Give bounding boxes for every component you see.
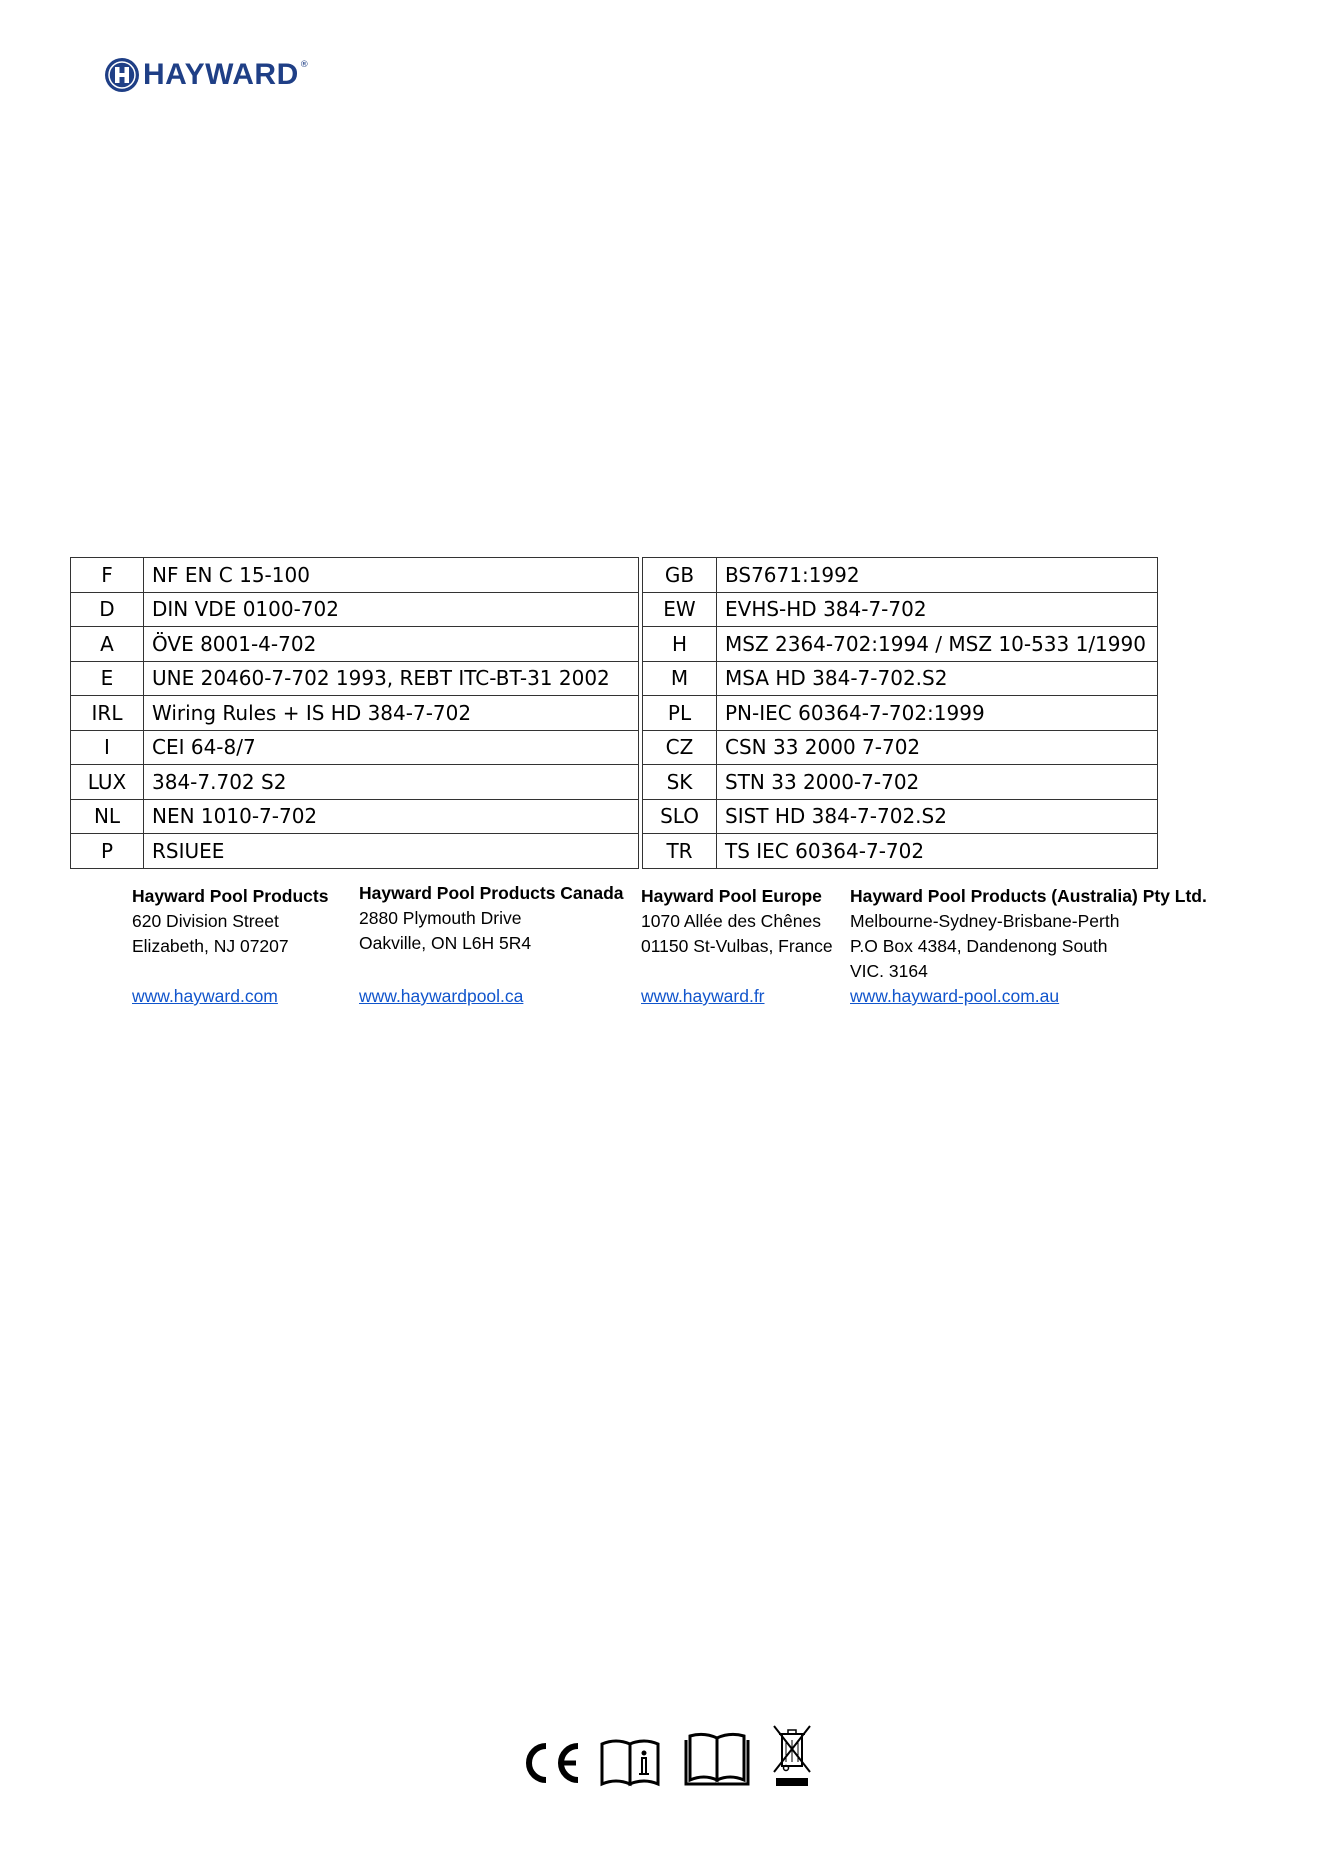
standard-cell: ÖVE 8001-4-702 (144, 627, 639, 662)
standard-cell: NEN 1010-7-702 (144, 799, 639, 834)
standard-cell: RSIUEE (144, 834, 639, 869)
ce-mark-icon (520, 1738, 584, 1788)
address-us (132, 884, 328, 1009)
address-line: Oakville, ON L6H 5R4 (359, 933, 532, 953)
address-name: Hayward Pool Products Canada (359, 883, 624, 903)
table-row (71, 799, 1158, 834)
standard-cell: CSN 33 2000 7-702 (717, 730, 1158, 765)
address-australia (850, 884, 1207, 1009)
country-code-cell: IRL (71, 696, 144, 731)
standard-cell: UNE 20460-7-702 1993, REBT ITC-BT-31 2002 (144, 661, 639, 696)
registered-mark: ® (299, 60, 309, 70)
standard-cell: SIST HD 384-7-702.S2 (717, 799, 1158, 834)
country-code-cell: PL (643, 696, 717, 731)
country-code-cell: D (71, 592, 144, 627)
address-line: Melbourne-Sydney-Brisbane-Perth (850, 911, 1120, 931)
country-code-cell: TR (643, 834, 717, 869)
country-code-cell: NL (71, 799, 144, 834)
table-row (71, 592, 1158, 627)
website-link[interactable]: www.haywardpool.ca (359, 986, 524, 1006)
electrical-standards-table (70, 557, 1158, 869)
table-row (71, 627, 1158, 662)
country-code-cell: LUX (71, 765, 144, 800)
address-name: Hayward Pool Products (Australia) Pty Ltd. (850, 886, 1207, 906)
country-code-cell: P (71, 834, 144, 869)
standard-cell: PN-IEC 60364-7-702:1999 (717, 696, 1158, 731)
country-code-cell: SLO (643, 799, 717, 834)
standard-cell: STN 33 2000-7-702 (717, 765, 1158, 800)
hayward-logo (105, 58, 309, 92)
standard-cell: BS7671:1992 (717, 558, 1158, 593)
country-code-cell: GB (643, 558, 717, 593)
address-line: 2880 Plymouth Drive (359, 908, 522, 928)
country-code-cell: H (643, 627, 717, 662)
open-book-icon (682, 1730, 752, 1788)
address-line: P.O Box 4384, Dandenong South (850, 936, 1108, 956)
standard-cell: DIN VDE 0100-702 (144, 592, 639, 627)
country-code-cell: SK (643, 765, 717, 800)
standard-cell: CEI 64-8/7 (144, 730, 639, 765)
country-code-cell: EW (643, 592, 717, 627)
website-link[interactable]: www.hayward.fr (641, 986, 765, 1006)
address-name: Hayward Pool Products (132, 886, 329, 906)
address-canada (359, 881, 624, 1009)
standard-cell: 384-7.702 S2 (144, 765, 639, 800)
addresses-section (0, 884, 1324, 1024)
standard-cell: TS IEC 60364-7-702 (717, 834, 1158, 869)
address-name: Hayward Pool Europe (641, 886, 822, 906)
address-line: 1070 Allée des Chênes (641, 911, 821, 931)
website-link[interactable]: www.hayward-pool.com.au (850, 986, 1060, 1006)
country-code-cell: E (71, 661, 144, 696)
hayward-h-icon (105, 58, 139, 92)
table-row (71, 834, 1158, 869)
standard-cell: NF EN C 15-100 (144, 558, 639, 593)
table-row (71, 661, 1158, 696)
brand-name: HAYWARD (143, 58, 299, 91)
standard-cell: MSA HD 384-7-702.S2 (717, 661, 1158, 696)
address-line: Elizabeth, NJ 07207 (132, 936, 289, 956)
address-europe (641, 884, 833, 1009)
standard-cell: MSZ 2364-702:1994 / MSZ 10-533 1/1990 (717, 627, 1158, 662)
country-code-cell: M (643, 661, 717, 696)
footer-certification-icons (520, 1728, 814, 1788)
table-row (71, 730, 1158, 765)
country-code-cell: A (71, 627, 144, 662)
address-line: 620 Division Street (132, 911, 279, 931)
address-line: VIC. 3164 (850, 961, 928, 981)
table-row (71, 696, 1158, 731)
table-row (71, 558, 1158, 593)
standard-cell: Wiring Rules + IS HD 384-7-702 (144, 696, 639, 731)
standard-cell: EVHS-HD 384-7-702 (717, 592, 1158, 627)
table-row (71, 765, 1158, 800)
address-line: 01150 St-Vulbas, France (641, 936, 833, 956)
read-manual-info-icon (598, 1736, 662, 1788)
country-code-cell: CZ (643, 730, 717, 765)
website-link[interactable]: www.hayward.com (132, 986, 278, 1006)
weee-crossed-bin-icon (770, 1724, 814, 1788)
country-code-cell: F (71, 558, 144, 593)
country-code-cell: I (71, 730, 144, 765)
